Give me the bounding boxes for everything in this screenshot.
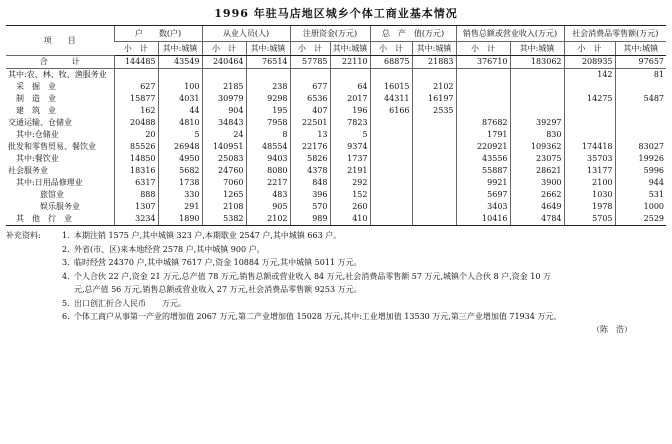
table-cell: 1738 [158, 177, 202, 189]
table-cell: 57785 [290, 56, 330, 69]
table-cell: 22501 [290, 117, 330, 129]
table-cell [412, 165, 456, 177]
page-title: 1996 年驻马店地区城乡个体工商业基本情况 [214, 7, 458, 20]
table-cell: 7958 [246, 117, 290, 129]
table-cell: 20 [114, 129, 158, 141]
table-cell: 2017 [330, 93, 370, 105]
table-cell: 140951 [202, 141, 246, 153]
table-cell [370, 117, 412, 129]
table-cell: 44 [158, 105, 202, 117]
table-cell [510, 93, 564, 105]
table-cell: 1737 [330, 153, 370, 165]
table-cell: 68875 [370, 56, 412, 69]
table-cell: 2102 [412, 81, 456, 93]
note-indent [6, 297, 62, 311]
table-cell: 2191 [330, 165, 370, 177]
author-credit: （陈 浩） [592, 324, 632, 334]
table-cell: 109362 [510, 141, 564, 153]
note-number: 3. [62, 258, 70, 267]
sub-header: 其中:城镇 [412, 42, 456, 56]
note-number: 5. [62, 298, 70, 308]
table-cell: 830 [510, 129, 564, 141]
table-row [6, 117, 666, 129]
sub-header: 其中:城镇 [158, 42, 202, 56]
table-cell: 83027 [615, 141, 666, 153]
sub-header: 其中:城镇 [510, 42, 564, 56]
table-cell: 848 [290, 177, 330, 189]
table-cell: 2108 [202, 201, 246, 213]
sub-header: 小 计 [456, 42, 510, 56]
table-cell: 1265 [202, 189, 246, 201]
supplementary-notes [6, 229, 666, 324]
table-cell: 22176 [290, 141, 330, 153]
table-cell [370, 201, 412, 213]
table-cell: 5996 [615, 165, 666, 177]
note-item [6, 297, 666, 311]
table-cell [564, 129, 615, 141]
sub-header: 小 计 [202, 42, 246, 56]
sub-header: 小 计 [114, 42, 158, 56]
table-cell: 14275 [564, 93, 615, 105]
row-label: 采 掘 业 [16, 82, 56, 91]
table-cell [370, 153, 412, 165]
group-header: 从业人员(人) [202, 26, 290, 42]
row-label: 制 造 业 [16, 94, 56, 103]
table-cell: 8080 [246, 165, 290, 177]
table-cell: 9403 [246, 153, 290, 165]
table-cell: 1791 [456, 129, 510, 141]
note-number: 2. [62, 244, 70, 254]
table-cell: 2529 [615, 213, 666, 226]
note-item [6, 243, 666, 257]
sub-header: 其中:城镇 [246, 42, 290, 56]
table-cell: 34843 [202, 117, 246, 129]
table-cell [412, 141, 456, 153]
row-label: 批发和零售贸易、餐饮业 [8, 142, 96, 151]
group-header: 注册资金(万元) [290, 26, 370, 42]
table-cell: 1307 [114, 201, 158, 213]
row-label: 社会服务业 [8, 166, 48, 175]
table-cell: 76514 [246, 56, 290, 69]
table-cell: 7823 [330, 117, 370, 129]
table-cell: 2217 [246, 177, 290, 189]
table-cell: 2662 [510, 189, 564, 201]
note-item [6, 256, 666, 270]
row-label: 其中:日用品修理业 [16, 178, 83, 187]
table-cell: 48554 [246, 141, 290, 153]
table-cell: 18316 [114, 165, 158, 177]
statistics-table [6, 25, 666, 226]
row-label: 合 计 [6, 56, 114, 69]
table-cell: 43556 [456, 153, 510, 165]
note-number: 4. [62, 271, 70, 281]
table-cell: 23075 [510, 153, 564, 165]
table-cell: 905 [246, 201, 290, 213]
table-cell [412, 177, 456, 189]
table-cell: 1890 [158, 213, 202, 226]
table-cell: 195 [246, 105, 290, 117]
table-cell: 142 [564, 69, 615, 82]
table-cell [564, 117, 615, 129]
table-cell [370, 189, 412, 201]
note-item [6, 270, 666, 284]
table-cell: 376710 [456, 56, 510, 69]
table-cell: 24760 [202, 165, 246, 177]
table-cell: 55887 [456, 165, 510, 177]
table-cell: 407 [290, 105, 330, 117]
table-cell: 677 [290, 81, 330, 93]
row-label: 其中:农、林、牧、渔服务业 [8, 70, 107, 79]
table-cell: 16015 [370, 81, 412, 93]
table-cell: 100 [158, 81, 202, 93]
table-cell [456, 69, 510, 82]
table-cell [564, 105, 615, 117]
table-cell: 9921 [456, 177, 510, 189]
table-cell: 35703 [564, 153, 615, 165]
table-row [6, 105, 666, 117]
table-cell: 20488 [114, 117, 158, 129]
row-label: 其中:餐饮业 [16, 154, 59, 163]
item-column-header: 项 目 [6, 26, 114, 56]
table-cell [564, 81, 615, 93]
table-row [6, 56, 666, 69]
row-label: 其中:仓储业 [16, 130, 59, 139]
note-text: 临时经营 24370 户,其中城镇 7617 户,资金 10884 万元,其中城镇 5011 万元。 [74, 258, 362, 267]
table-cell: 4810 [158, 117, 202, 129]
table-cell [412, 69, 456, 82]
table-cell: 43549 [158, 56, 202, 69]
table-cell [412, 153, 456, 165]
table-cell: 291 [158, 201, 202, 213]
table-cell: 570 [290, 201, 330, 213]
table-cell: 410 [330, 213, 370, 226]
table-row [6, 213, 666, 226]
table-cell: 6317 [114, 177, 158, 189]
note-indent [6, 270, 62, 284]
table-cell: 8 [246, 129, 290, 141]
row-label: 建 筑 业 [16, 106, 56, 115]
table-cell [370, 165, 412, 177]
table-cell: 152 [330, 189, 370, 201]
table-cell: 64 [330, 81, 370, 93]
group-header: 总 产 值(万元) [370, 26, 456, 42]
table-cell [370, 129, 412, 141]
note-text: 个体工商户从事第一产业的增加值 2067 万元,第二产业增加值 15028 万元,其中:工业增加值 13530 万元,第三产业增加值 71934 万元。 [74, 312, 562, 321]
sub-header: 小 计 [290, 42, 330, 56]
table-cell: 627 [114, 81, 158, 93]
table-cell [158, 69, 202, 82]
table-cell: 292 [330, 177, 370, 189]
table-cell: 6536 [290, 93, 330, 105]
row-label: 旅馆业 [40, 190, 64, 199]
table-cell: 44311 [370, 93, 412, 105]
table-cell: 483 [246, 189, 290, 201]
table-cell: 5705 [564, 213, 615, 226]
table-cell [510, 105, 564, 117]
table-cell: 97657 [615, 56, 666, 69]
table-cell: 3234 [114, 213, 158, 226]
table-cell: 21883 [412, 56, 456, 69]
note-item [6, 310, 666, 324]
table-cell [290, 69, 330, 82]
table-cell [412, 117, 456, 129]
table-row [6, 189, 666, 201]
note-text: 外省(市、区)来本地经营 2578 户,其中城镇 900 户。 [74, 244, 265, 254]
table-cell [615, 117, 666, 129]
table-cell: 6166 [370, 105, 412, 117]
table-cell [615, 81, 666, 93]
table-cell: 2102 [246, 213, 290, 226]
table-cell: 14850 [114, 153, 158, 165]
table-cell [370, 69, 412, 82]
table-cell [202, 69, 246, 82]
table-cell: 531 [615, 189, 666, 201]
table-cell: 39297 [510, 117, 564, 129]
table-cell: 888 [114, 189, 158, 201]
table-cell [412, 189, 456, 201]
table-cell [615, 105, 666, 117]
table-cell: 85526 [114, 141, 158, 153]
table-cell [412, 129, 456, 141]
table-row [6, 69, 666, 82]
table-cell: 7060 [202, 177, 246, 189]
table-cell: 174418 [564, 141, 615, 153]
table-cell [510, 81, 564, 93]
table-cell [456, 93, 510, 105]
table-cell: 904 [202, 105, 246, 117]
table-cell [330, 69, 370, 82]
table-cell: 5826 [290, 153, 330, 165]
table-cell: 238 [246, 81, 290, 93]
table-cell: 87682 [456, 117, 510, 129]
table-cell [412, 201, 456, 213]
table-cell: 162 [114, 105, 158, 117]
table-cell: 15877 [114, 93, 158, 105]
table-cell [510, 69, 564, 82]
table-cell: 9374 [330, 141, 370, 153]
table-cell: 5697 [456, 189, 510, 201]
note-number: 1. [62, 231, 70, 240]
table-cell: 16197 [412, 93, 456, 105]
note-number [62, 283, 74, 297]
table-cell: 1000 [615, 201, 666, 213]
table-cell: 30979 [202, 93, 246, 105]
table-cell: 28621 [510, 165, 564, 177]
table-cell: 208935 [564, 56, 615, 69]
table-cell [412, 213, 456, 226]
table-cell [370, 213, 412, 226]
group-header: 社会消费品零售额(万元) [564, 26, 666, 42]
sub-header: 其中:城镇 [330, 42, 370, 56]
table-cell: 5682 [158, 165, 202, 177]
note-text: 元,总产值 56 万元,销售总额或营业收入 27 万元,社会消费品零售额 9253 万元。 [74, 285, 362, 294]
table-cell [114, 69, 158, 82]
table-row [6, 93, 666, 105]
table-cell: 183062 [510, 56, 564, 69]
table-cell: 989 [290, 213, 330, 226]
table-cell: 240464 [202, 56, 246, 69]
table-cell: 944 [615, 177, 666, 189]
table-cell: 3403 [456, 201, 510, 213]
table-cell: 4031 [158, 93, 202, 105]
table-cell: 4378 [290, 165, 330, 177]
sub-header: 其中:城镇 [615, 42, 666, 56]
table-cell: 9298 [246, 93, 290, 105]
table-cell [456, 105, 510, 117]
table-cell: 2535 [412, 105, 456, 117]
row-label: 交通运输、仓储业 [8, 118, 72, 127]
table-cell: 26948 [158, 141, 202, 153]
table-cell [246, 69, 290, 82]
table-cell: 4784 [510, 213, 564, 226]
table-cell: 13 [290, 129, 330, 141]
table-cell: 3900 [510, 177, 564, 189]
sub-header: 小 计 [564, 42, 615, 56]
table-row [6, 129, 666, 141]
table-cell [370, 141, 412, 153]
table-cell: 4950 [158, 153, 202, 165]
table-cell: 2100 [564, 177, 615, 189]
row-label: 其 他 行 业 [6, 213, 114, 226]
row-label: 娱乐服务业 [40, 202, 80, 211]
note-item [6, 229, 666, 243]
table-cell: 81 [615, 69, 666, 82]
note-indent [6, 243, 62, 257]
table-cell: 1978 [564, 201, 615, 213]
note-text: 出口创汇折合人民币 万元。 [74, 298, 186, 308]
sub-header: 小 计 [370, 42, 412, 56]
table-cell: 1030 [564, 189, 615, 201]
table-row [6, 141, 666, 153]
table-cell: 5382 [202, 213, 246, 226]
group-header: 销售总额或营业收入(万元) [456, 26, 564, 42]
table-cell: 144485 [114, 56, 158, 69]
note-indent [6, 256, 62, 270]
table-cell: 13177 [564, 165, 615, 177]
table-cell [615, 129, 666, 141]
note-indent [6, 310, 62, 324]
table-row [6, 201, 666, 213]
table-cell: 5487 [615, 93, 666, 105]
note-text: 个人合伙 22 户,资金 21 万元,总产值 78 万元,销售总额或营业收入 84 万元,社会消费品零售额 57 万元,城镇个人合伙 8 户,资金 10 万 [74, 271, 552, 281]
table-cell: 5 [158, 129, 202, 141]
table-cell: 5 [330, 129, 370, 141]
table-row [6, 165, 666, 177]
group-header: 户 数(户) [114, 26, 202, 42]
table-cell: 2185 [202, 81, 246, 93]
table-cell: 396 [290, 189, 330, 201]
table-cell: 22110 [330, 56, 370, 69]
table-cell [370, 177, 412, 189]
note-text: 本期注销 1575 户,其中城镇 323 户,本期歇业 2547 户,其中城镇 663 户。 [74, 231, 342, 240]
table-cell: 220921 [456, 141, 510, 153]
table-cell: 4649 [510, 201, 564, 213]
table-cell: 10416 [456, 213, 510, 226]
table-row [6, 81, 666, 93]
notes-heading: 补充资料: [6, 231, 41, 240]
table-cell: 260 [330, 201, 370, 213]
table-cell [456, 81, 510, 93]
note-number: 6. [62, 312, 70, 321]
table-row [6, 153, 666, 165]
note-item [6, 283, 666, 297]
table-cell: 24 [202, 129, 246, 141]
table-row [6, 177, 666, 189]
table-cell: 25083 [202, 153, 246, 165]
note-indent [6, 283, 62, 297]
table-cell: 19926 [615, 153, 666, 165]
table-cell: 196 [330, 105, 370, 117]
table-cell: 330 [158, 189, 202, 201]
